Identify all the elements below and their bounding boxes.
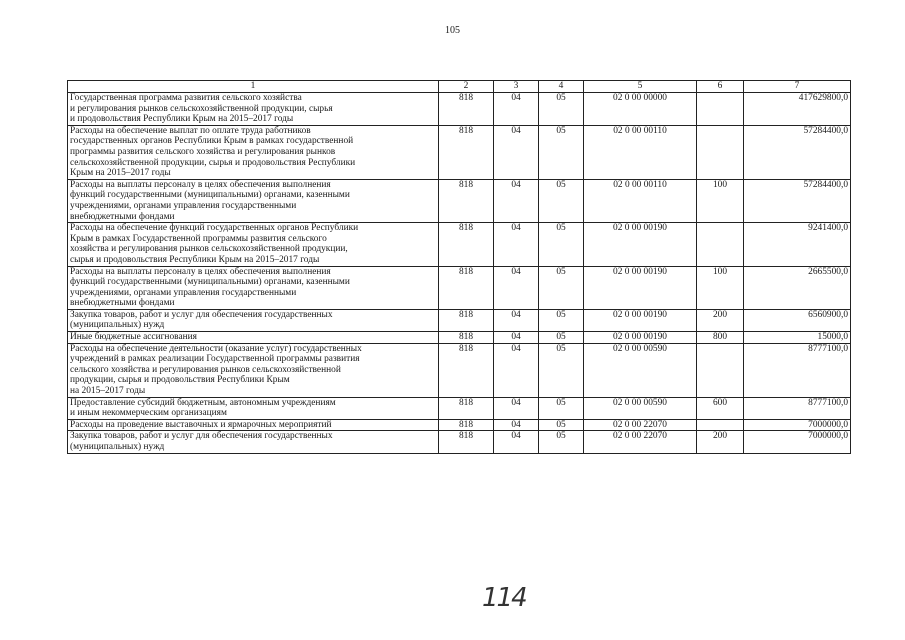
- ministry-code: 818: [439, 309, 494, 331]
- ministry-code: 818: [439, 419, 494, 431]
- subsection-code: 05: [539, 125, 584, 179]
- target-article-code: 02 0 00 00110: [584, 179, 697, 222]
- table-row: [68, 179, 851, 222]
- expense-type-code: [697, 343, 744, 397]
- ministry-code: 818: [439, 223, 494, 266]
- expense-type-code: 600: [697, 397, 744, 419]
- amount-cell: 8777100,0: [744, 397, 851, 419]
- col-header-1: 1: [68, 81, 439, 93]
- subsection-code: 05: [539, 332, 584, 344]
- ministry-code: 818: [439, 397, 494, 419]
- expenditure-description: Предоставление субсидий бюджетным, автономным учреждениям и иным некоммерческим организациям: [68, 397, 439, 419]
- section-code: 04: [494, 332, 539, 344]
- target-article-code: 02 0 00 00590: [584, 343, 697, 397]
- subsection-code: 05: [539, 397, 584, 419]
- section-code: 04: [494, 179, 539, 222]
- table-row: [68, 431, 851, 453]
- ministry-code: 818: [439, 343, 494, 397]
- section-code: 04: [494, 397, 539, 419]
- expenditure-description: Государственная программа развития сельского хозяйства и регулирования рынков сельскохозяйственной продукции, сырья и продовольствия Республики Крым на 2015–2017 годы: [68, 93, 439, 126]
- expense-type-code: [697, 223, 744, 266]
- target-article-code: 02 0 00 22070: [584, 419, 697, 431]
- page-number: 105: [445, 25, 460, 36]
- ministry-code: 818: [439, 93, 494, 126]
- target-article-code: 02 0 00 00590: [584, 397, 697, 419]
- amount-cell: 9241400,0: [744, 223, 851, 266]
- subsection-code: 05: [539, 223, 584, 266]
- col-header-3: 3: [494, 81, 539, 93]
- expenditure-description: Закупка товаров, работ и услуг для обеспечения государственных (муниципальных) нужд: [68, 309, 439, 331]
- subsection-code: 05: [539, 179, 584, 222]
- table-row: [68, 266, 851, 309]
- amount-cell: 8777100,0: [744, 343, 851, 397]
- target-article-code: 02 0 00 00190: [584, 309, 697, 331]
- budget-table: [67, 80, 851, 454]
- subsection-code: 05: [539, 93, 584, 126]
- expenditure-description: Иные бюджетные ассигнования: [68, 332, 439, 344]
- table-row: [68, 397, 851, 419]
- amount-cell: 417629800,0: [744, 93, 851, 126]
- expenditure-description: Расходы на выплаты персоналу в целях обеспечения выполнения функций государственными (муниципальными) органами, казенными учреждениями, органами управления государственными внебюджетными фондами: [68, 179, 439, 222]
- section-code: 04: [494, 93, 539, 126]
- section-code: 04: [494, 343, 539, 397]
- amount-cell: 57284400,0: [744, 179, 851, 222]
- section-code: 04: [494, 125, 539, 179]
- target-article-code: 02 0 00 00190: [584, 332, 697, 344]
- handwritten-page-number: 114: [482, 583, 526, 613]
- section-code: 04: [494, 266, 539, 309]
- expense-type-code: [697, 419, 744, 431]
- amount-cell: 2665500,0: [744, 266, 851, 309]
- expense-type-code: 200: [697, 309, 744, 331]
- header-row: [68, 81, 851, 93]
- expense-type-code: [697, 125, 744, 179]
- expenditure-description: Расходы на выплаты персоналу в целях обеспечения выполнения функций государственными (муниципальными) органами, казенными учреждениями, органами управления государственными внебюджетными фондами: [68, 266, 439, 309]
- subsection-code: 05: [539, 419, 584, 431]
- table-row: [68, 419, 851, 431]
- section-code: 04: [494, 431, 539, 453]
- subsection-code: 05: [539, 431, 584, 453]
- target-article-code: 02 0 00 00000: [584, 93, 697, 126]
- target-article-code: 02 0 00 00190: [584, 223, 697, 266]
- section-code: 04: [494, 309, 539, 331]
- target-article-code: 02 0 00 22070: [584, 431, 697, 453]
- expense-type-code: [697, 93, 744, 126]
- expenditure-description: Расходы на обеспечение деятельности (оказание услуг) государственных учреждений в рамках реализации Государственной программы развития сельского хозяйства и регулирования рынков сельскохозяйственной продукции, сырья и продовольствия Республики Крым на 2015–2017 годы: [68, 343, 439, 397]
- expenditure-description: Расходы на обеспечение функций государственных органов Республики Крым в рамках Государственной программы развития сельского хозяйства и регулирования рынков сельскохозяйственной продукции, сырья и продовольствия Республики Крым на 2015–2017 годы: [68, 223, 439, 266]
- expense-type-code: 200: [697, 431, 744, 453]
- expense-type-code: 100: [697, 266, 744, 309]
- col-header-5: 5: [584, 81, 697, 93]
- table-row: [68, 125, 851, 179]
- subsection-code: 05: [539, 309, 584, 331]
- table-row: [68, 309, 851, 331]
- table-row: [68, 343, 851, 397]
- ministry-code: 818: [439, 179, 494, 222]
- ministry-code: 818: [439, 125, 494, 179]
- col-header-6: 6: [697, 81, 744, 93]
- subsection-code: 05: [539, 343, 584, 397]
- col-header-4: 4: [539, 81, 584, 93]
- expense-type-code: 800: [697, 332, 744, 344]
- amount-cell: 7000000,0: [744, 431, 851, 453]
- table-row: [68, 93, 851, 126]
- amount-cell: 15000,0: [744, 332, 851, 344]
- amount-cell: 6560900,0: [744, 309, 851, 331]
- ministry-code: 818: [439, 431, 494, 453]
- target-article-code: 02 0 00 00190: [584, 266, 697, 309]
- col-header-7: 7: [744, 81, 851, 93]
- target-article-code: 02 0 00 00110: [584, 125, 697, 179]
- subsection-code: 05: [539, 266, 584, 309]
- expense-type-code: 100: [697, 179, 744, 222]
- expenditure-description: Расходы на обеспечение выплат по оплате труда работников государственных органов Республики Крым в рамках государственной программы развития сельского хозяйства и регулирования рынков сельскохозяйственной продукции, сырья и продовольствия Республики Крым на 2015–2017 годы: [68, 125, 439, 179]
- amount-cell: 57284400,0: [744, 125, 851, 179]
- expenditure-description: Расходы на проведение выставочных и ярмарочных мероприятий: [68, 419, 439, 431]
- section-code: 04: [494, 223, 539, 266]
- amount-cell: 7000000,0: [744, 419, 851, 431]
- col-header-2: 2: [439, 81, 494, 93]
- table-row: [68, 332, 851, 344]
- expenditure-description: Закупка товаров, работ и услуг для обеспечения государственных (муниципальных) нужд: [68, 431, 439, 453]
- table-row: [68, 223, 851, 266]
- section-code: 04: [494, 419, 539, 431]
- ministry-code: 818: [439, 332, 494, 344]
- ministry-code: 818: [439, 266, 494, 309]
